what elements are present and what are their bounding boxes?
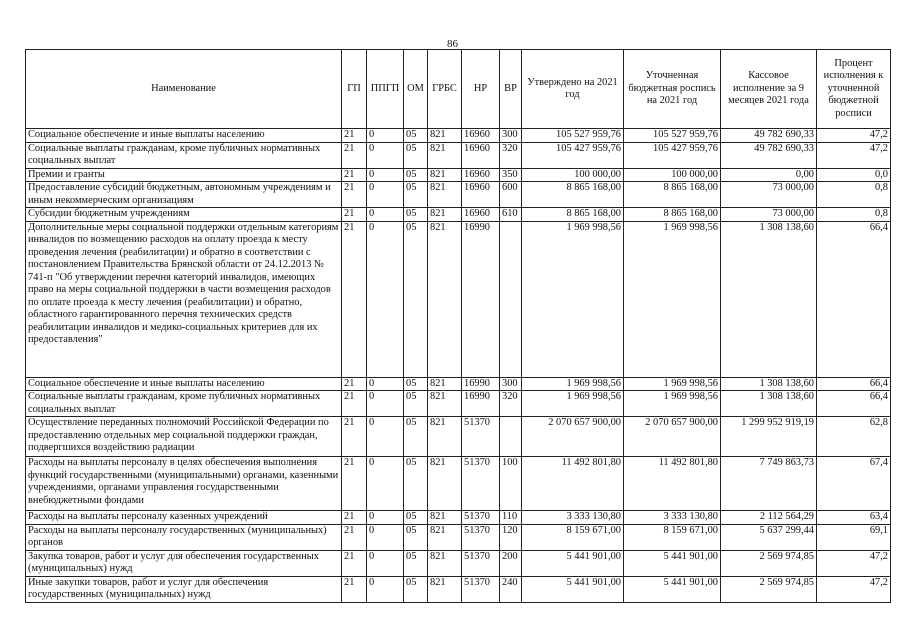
- grbs-cell: 821: [428, 550, 462, 576]
- om-cell: 05: [404, 129, 428, 143]
- cash-cell: 2 569 974,85: [721, 576, 817, 602]
- om-cell: 05: [404, 208, 428, 222]
- om-cell: 05: [404, 576, 428, 602]
- budget-table: [25, 49, 891, 603]
- nr-cell: 51370: [462, 417, 500, 457]
- approved-cell: 1 969 998,56: [522, 377, 624, 391]
- name-cell: Премии и гранты: [26, 168, 342, 182]
- grbs-cell: 821: [428, 168, 462, 182]
- nr-cell: 16990: [462, 221, 500, 377]
- percent-cell: 47,2: [817, 576, 891, 602]
- refined-cell: 5 441 901,00: [624, 576, 721, 602]
- gp-cell: 21: [342, 457, 367, 511]
- vr-cell: 320: [500, 391, 522, 417]
- refined-cell: 8 865 168,00: [624, 182, 721, 208]
- ppgp-cell: 0: [367, 142, 404, 168]
- header-om: ОМ: [404, 50, 428, 129]
- gp-cell: 21: [342, 142, 367, 168]
- refined-cell: 3 333 130,80: [624, 511, 721, 525]
- approved-cell: 5 441 901,00: [522, 576, 624, 602]
- refined-cell: 8 159 671,00: [624, 524, 721, 550]
- header-ppgp: ППГП: [367, 50, 404, 129]
- vr-cell: 300: [500, 377, 522, 391]
- cash-cell: 49 782 690,33: [721, 142, 817, 168]
- name-cell: Предоставление субсидий бюджетным, автономным учреждениям и иным некоммерческим организациям: [26, 182, 342, 208]
- name-cell: Социальное обеспечение и иные выплаты населению: [26, 129, 342, 143]
- percent-cell: 47,2: [817, 129, 891, 143]
- gp-cell: 21: [342, 550, 367, 576]
- ppgp-cell: 0: [367, 391, 404, 417]
- header-gp: ГП: [342, 50, 367, 129]
- refined-cell: 1 969 998,56: [624, 221, 721, 377]
- refined-cell: 1 969 998,56: [624, 391, 721, 417]
- name-cell: Иные закупки товаров, работ и услуг для обеспечения государственных (муниципальных) нужд: [26, 576, 342, 602]
- gp-cell: 21: [342, 417, 367, 457]
- ppgp-cell: 0: [367, 417, 404, 457]
- vr-cell: [500, 221, 522, 377]
- approved-cell: 8 159 671,00: [522, 524, 624, 550]
- cash-cell: 7 749 863,73: [721, 457, 817, 511]
- nr-cell: 16960: [462, 168, 500, 182]
- table-row: [26, 391, 891, 417]
- cash-cell: 1 299 952 919,19: [721, 417, 817, 457]
- page-number: 86: [447, 38, 458, 50]
- om-cell: 05: [404, 391, 428, 417]
- cash-cell: 2 569 974,85: [721, 550, 817, 576]
- table-row: [26, 208, 891, 222]
- vr-cell: 200: [500, 550, 522, 576]
- approved-cell: 100 000,00: [522, 168, 624, 182]
- name-cell: Социальные выплаты гражданам, кроме публичных нормативных социальных выплат: [26, 142, 342, 168]
- vr-cell: 320: [500, 142, 522, 168]
- table-row: [26, 182, 891, 208]
- refined-cell: 100 000,00: [624, 168, 721, 182]
- om-cell: 05: [404, 377, 428, 391]
- om-cell: 05: [404, 142, 428, 168]
- ppgp-cell: 0: [367, 208, 404, 222]
- percent-cell: 63,4: [817, 511, 891, 525]
- approved-cell: 8 865 168,00: [522, 208, 624, 222]
- header-grbs: ГРБС: [428, 50, 462, 129]
- ppgp-cell: 0: [367, 168, 404, 182]
- table-row: [26, 550, 891, 576]
- approved-cell: 5 441 901,00: [522, 550, 624, 576]
- table-row: [26, 511, 891, 525]
- nr-cell: 51370: [462, 511, 500, 525]
- cash-cell: 1 308 138,60: [721, 221, 817, 377]
- grbs-cell: 821: [428, 182, 462, 208]
- nr-cell: 51370: [462, 576, 500, 602]
- gp-cell: 21: [342, 524, 367, 550]
- ppgp-cell: 0: [367, 576, 404, 602]
- refined-cell: 105 527 959,76: [624, 129, 721, 143]
- name-cell: Социальные выплаты гражданам, кроме публичных нормативных социальных выплат: [26, 391, 342, 417]
- approved-cell: 105 527 959,76: [522, 129, 624, 143]
- gp-cell: 21: [342, 182, 367, 208]
- refined-cell: 2 070 657 900,00: [624, 417, 721, 457]
- vr-cell: 120: [500, 524, 522, 550]
- percent-cell: 0,0: [817, 168, 891, 182]
- ppgp-cell: 0: [367, 221, 404, 377]
- approved-cell: 11 492 801,80: [522, 457, 624, 511]
- vr-cell: 100: [500, 457, 522, 511]
- header-refined: Уточненная бюджетная роспись на 2021 год: [624, 50, 721, 129]
- name-cell: Дополнительные меры социальной поддержки отдельным категориям инвалидов по возмещению расходов на оплату проезда к месту проведения лечения (реабилитации) и обратно в соответствии с постановлением Правительства Брянской области от 24.12.2013 № 741-п "Об утверждении перечня категорий инвалидов, имеющих право на меры социальной поддержки в части возмещения расходов по оплате проезда к месту лечения (реабилитации) и обратно, областного гарантированного перечня технических средств реабилитации инвалидов и медико-социальных критериев для их предоставления": [26, 221, 342, 377]
- table-row: [26, 221, 891, 377]
- nr-cell: 16990: [462, 377, 500, 391]
- om-cell: 05: [404, 417, 428, 457]
- nr-cell: 16960: [462, 129, 500, 143]
- percent-cell: 67,4: [817, 457, 891, 511]
- gp-cell: 21: [342, 168, 367, 182]
- approved-cell: 1 969 998,56: [522, 221, 624, 377]
- cash-cell: 5 637 299,44: [721, 524, 817, 550]
- grbs-cell: 821: [428, 377, 462, 391]
- nr-cell: 16990: [462, 391, 500, 417]
- approved-cell: 1 969 998,56: [522, 391, 624, 417]
- vr-cell: 610: [500, 208, 522, 222]
- approved-cell: 105 427 959,76: [522, 142, 624, 168]
- table-row: [26, 457, 891, 511]
- table-row: [26, 129, 891, 143]
- vr-cell: 350: [500, 168, 522, 182]
- om-cell: 05: [404, 457, 428, 511]
- om-cell: 05: [404, 221, 428, 377]
- nr-cell: 51370: [462, 524, 500, 550]
- ppgp-cell: 0: [367, 377, 404, 391]
- percent-cell: 0,8: [817, 208, 891, 222]
- gp-cell: 21: [342, 221, 367, 377]
- refined-cell: 105 427 959,76: [624, 142, 721, 168]
- cash-cell: 73 000,00: [721, 208, 817, 222]
- name-cell: Расходы на выплаты персоналу в целях обеспечения выполнения функций государственными (муниципальными) органами, казенными учреждениями, органами управления государственными внебюджетными фондами: [26, 457, 342, 511]
- grbs-cell: 821: [428, 129, 462, 143]
- vr-cell: 300: [500, 129, 522, 143]
- nr-cell: 51370: [462, 457, 500, 511]
- percent-cell: 66,4: [817, 221, 891, 377]
- name-cell: Расходы на выплаты персоналу государственных (муниципальных) органов: [26, 524, 342, 550]
- gp-cell: 21: [342, 511, 367, 525]
- gp-cell: 21: [342, 129, 367, 143]
- om-cell: 05: [404, 524, 428, 550]
- header-name: Наименование: [26, 50, 342, 129]
- om-cell: 05: [404, 168, 428, 182]
- nr-cell: 51370: [462, 550, 500, 576]
- approved-cell: 3 333 130,80: [522, 511, 624, 525]
- header-vr: ВР: [500, 50, 522, 129]
- percent-cell: 66,4: [817, 377, 891, 391]
- om-cell: 05: [404, 182, 428, 208]
- vr-cell: 110: [500, 511, 522, 525]
- header-percent: Процент исполнения к уточненной бюджетной росписи: [817, 50, 891, 129]
- refined-cell: 8 865 168,00: [624, 208, 721, 222]
- grbs-cell: 821: [428, 208, 462, 222]
- percent-cell: 62,8: [817, 417, 891, 457]
- ppgp-cell: 0: [367, 524, 404, 550]
- nr-cell: 16960: [462, 208, 500, 222]
- grbs-cell: 821: [428, 524, 462, 550]
- table-row: [26, 524, 891, 550]
- table-row: [26, 377, 891, 391]
- table-row: [26, 168, 891, 182]
- grbs-cell: 821: [428, 417, 462, 457]
- refined-cell: 1 969 998,56: [624, 377, 721, 391]
- approved-cell: 8 865 168,00: [522, 182, 624, 208]
- table-header-row: [26, 50, 891, 129]
- refined-cell: 5 441 901,00: [624, 550, 721, 576]
- header-cash: Кассовое исполнение за 9 месяцев 2021 года: [721, 50, 817, 129]
- ppgp-cell: 0: [367, 457, 404, 511]
- name-cell: Расходы на выплаты персоналу казенных учреждений: [26, 511, 342, 525]
- grbs-cell: 821: [428, 221, 462, 377]
- name-cell: Осуществление переданных полномочий Российской Федерации по предоставлению отдельных мер социальной поддержки граждан, подвергшихся воздействию радиации: [26, 417, 342, 457]
- percent-cell: 0,8: [817, 182, 891, 208]
- grbs-cell: 821: [428, 576, 462, 602]
- header-approved: Утверждено на 2021 год: [522, 50, 624, 129]
- ppgp-cell: 0: [367, 182, 404, 208]
- ppgp-cell: 0: [367, 129, 404, 143]
- gp-cell: 21: [342, 576, 367, 602]
- nr-cell: 16960: [462, 142, 500, 168]
- grbs-cell: 821: [428, 457, 462, 511]
- name-cell: Закупка товаров, работ и услуг для обеспечения государственных (муниципальных) нужд: [26, 550, 342, 576]
- vr-cell: 240: [500, 576, 522, 602]
- cash-cell: 2 112 564,29: [721, 511, 817, 525]
- ppgp-cell: 0: [367, 511, 404, 525]
- name-cell: Субсидии бюджетным учреждениям: [26, 208, 342, 222]
- ppgp-cell: 0: [367, 550, 404, 576]
- header-nr: НР: [462, 50, 500, 129]
- table-row: [26, 576, 891, 602]
- om-cell: 05: [404, 550, 428, 576]
- gp-cell: 21: [342, 377, 367, 391]
- percent-cell: 69,1: [817, 524, 891, 550]
- grbs-cell: 821: [428, 391, 462, 417]
- cash-cell: 49 782 690,33: [721, 129, 817, 143]
- cash-cell: 73 000,00: [721, 182, 817, 208]
- gp-cell: 21: [342, 208, 367, 222]
- vr-cell: 600: [500, 182, 522, 208]
- gp-cell: 21: [342, 391, 367, 417]
- approved-cell: 2 070 657 900,00: [522, 417, 624, 457]
- cash-cell: 0,00: [721, 168, 817, 182]
- cash-cell: 1 308 138,60: [721, 377, 817, 391]
- refined-cell: 11 492 801,80: [624, 457, 721, 511]
- percent-cell: 47,2: [817, 142, 891, 168]
- nr-cell: 16960: [462, 182, 500, 208]
- table-row: [26, 142, 891, 168]
- grbs-cell: 821: [428, 511, 462, 525]
- percent-cell: 47,2: [817, 550, 891, 576]
- cash-cell: 1 308 138,60: [721, 391, 817, 417]
- percent-cell: 66,4: [817, 391, 891, 417]
- name-cell: Социальное обеспечение и иные выплаты населению: [26, 377, 342, 391]
- om-cell: 05: [404, 511, 428, 525]
- grbs-cell: 821: [428, 142, 462, 168]
- table-row: [26, 417, 891, 457]
- vr-cell: [500, 417, 522, 457]
